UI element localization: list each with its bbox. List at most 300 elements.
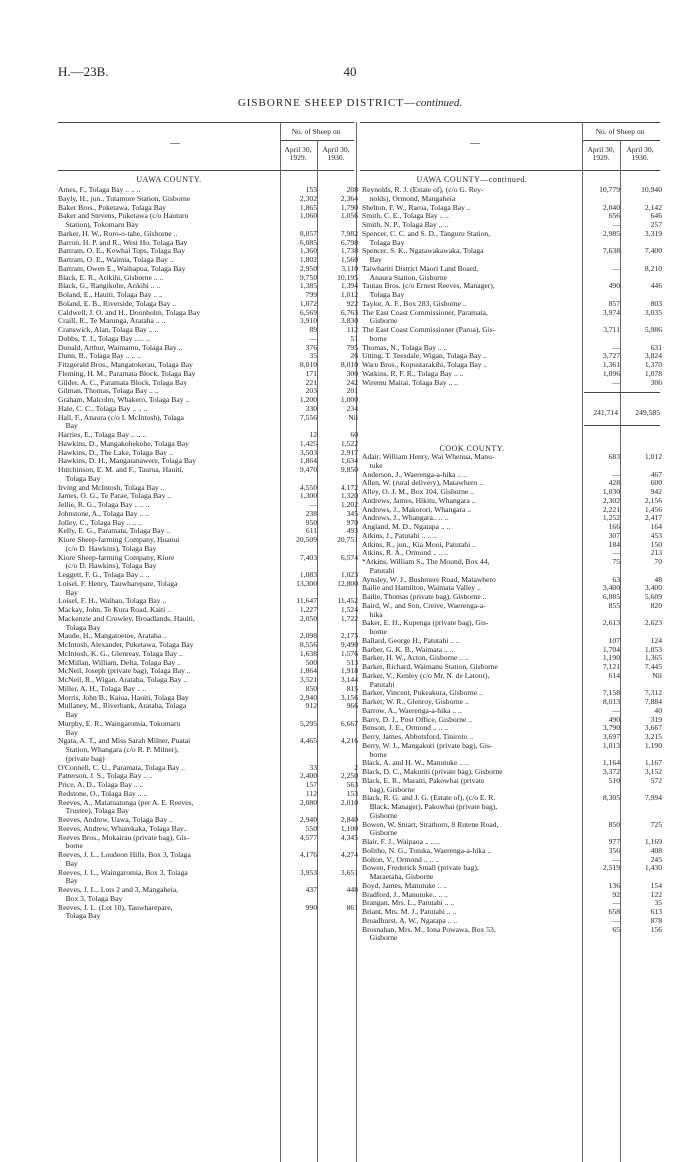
page-number: 40	[343, 64, 357, 79]
sheep-1930-cell: 2,250	[340, 771, 358, 781]
sheep-1929-cell: 611	[305, 526, 317, 536]
owner-cell: Ames, F., Tolaga Bay .. .. ..	[58, 186, 141, 194]
owner-cell: Bartram, O. E., Kowhai Tops, Tolaga Bay	[58, 247, 186, 256]
sheep-1930-cell: 2,623	[644, 618, 662, 628]
sheep-1929-cell: 4,550	[299, 482, 317, 492]
sheep-1930-cell: 1,023	[340, 570, 358, 579]
owner-cell: Irving and McIntosh, Tolaga Bay ..	[58, 483, 165, 492]
sheep-1929-cell: 7,121	[602, 662, 620, 671]
sheep-1929-cell: 65	[612, 924, 620, 934]
table-row	[362, 282, 664, 291]
sheep-1930-cell: 1,918	[340, 666, 358, 676]
sheep-1929-cell: 112	[305, 788, 317, 798]
owner-cell: Price, A. D., Tolaga Bay .. ..	[58, 781, 144, 789]
table-row	[362, 672, 664, 681]
owner-cell: nolds), Ormond, Mangaheia	[362, 194, 456, 203]
owner-cell: Reeves Bros., Mokairau (private bag), Gis-	[58, 833, 190, 842]
sheep-1929-cell: 171	[305, 368, 317, 378]
sheep-1929-cell: 3,697	[602, 732, 620, 741]
owner-cell: Caldwell, J. O. and H., Doonholm, Tolaga Bay	[58, 308, 201, 317]
owner-cell: borne	[362, 750, 387, 759]
owner-cell: Bolitho, N. G., Tutuka, Waerenga-a-hika ..	[362, 846, 492, 855]
owner-cell: Reynolds, R. J. (Estate of), (c/o G. Rey-	[362, 186, 484, 194]
sheep-1929-cell: 75	[612, 557, 620, 566]
sheep-1930-cell: 7,312	[644, 688, 662, 698]
owner-cell: Spencer, S. K., Ngatawakawaka, Tolaga	[362, 247, 484, 256]
sheep-1930-cell: 1,522	[340, 438, 358, 448]
sheep-1929-cell: 9,470	[299, 465, 317, 474]
table-row	[362, 265, 664, 274]
sheep-1930-cell: 408	[650, 845, 662, 855]
right-table-cook	[362, 453, 664, 943]
table-row	[58, 720, 360, 729]
sheep-1930-cell: 1,167	[644, 758, 662, 768]
owner-cell: Bay	[362, 256, 382, 264]
sheep-1929-cell: 3,400	[602, 583, 620, 593]
owner-cell: Shelton, F. W., Raroa, Tolaga Bay ..	[362, 203, 471, 212]
sheep-1929-cell: 157	[305, 780, 317, 789]
table-row	[362, 803, 664, 812]
sheep-1929-cell: 13,300	[296, 578, 317, 588]
sheep-1930-cell: Nil	[348, 412, 358, 422]
sheep-1930-cell: 208	[346, 185, 358, 194]
sheep-1930-cell: 4,172	[340, 482, 358, 492]
sheep-1930-cell: 201	[346, 386, 358, 396]
sheep-1930-cell: 3,651	[340, 867, 358, 877]
table-row	[362, 230, 664, 239]
sheep-1929-cell: 1,865	[299, 202, 317, 212]
sheep-1930-cell: 213	[650, 548, 662, 558]
owner-cell: Maraetaha, Gisborne	[362, 873, 434, 881]
owner-cell: Andrews, J., Whangara.. .. ..	[362, 514, 449, 523]
owner-cell: Bayly, H., jun., Tutamore Station, Gisborne	[58, 194, 191, 203]
table-row	[58, 912, 360, 921]
sheep-1930-cell: 7,445	[644, 662, 662, 671]
owner-cell: Baker Bros., Puketawa, Tolaga Bay	[58, 203, 166, 212]
sheep-1930-cell: 922	[346, 298, 358, 308]
sheep-1929-cell: 2,519	[602, 863, 620, 873]
sheep-1930-cell: 4,274	[340, 850, 358, 859]
sheep-1930-cell: 1,456	[644, 504, 662, 514]
sheep-1930-cell: 970	[346, 517, 358, 527]
owner-cell: Barker, H. W., Acton, Gisborne .. ..	[362, 654, 469, 663]
sheep-1929-cell: 912	[305, 701, 317, 711]
sheep-1930-cell: 453	[650, 530, 662, 540]
owner-cell: (c/o D. Hawkins), Tolaga Bay	[58, 562, 157, 571]
table-row	[58, 580, 360, 589]
sheep-1930-cell: 448	[346, 885, 358, 894]
sheep-1930-cell: 40	[654, 705, 662, 715]
owner-cell: Bartram, Owen E., Waihapua, Tolaga Bay	[58, 264, 186, 273]
owner-cell: Dobbs, T. J., Tolaga Bay .. .. ..	[58, 334, 150, 343]
owner-cell: Brangan, Mrs. L., Patutahi .. ..	[362, 899, 455, 908]
uawa-total-row	[362, 409, 662, 418]
owner-cell: McMillan, William, Delta, Tolaga Bay ..	[58, 658, 181, 667]
owner-cell: Mackay, John, Te Kura Road, Kaiti ..	[58, 606, 171, 614]
sheep-1929-cell: 1,030	[602, 487, 620, 496]
table-row	[58, 212, 360, 221]
sheep-1929-cell: 376	[305, 342, 317, 352]
uawa-county-continued-heading: UAWA COUNTY—continued.	[416, 175, 528, 184]
sheep-1929-cell: 153	[305, 185, 317, 194]
sheep-1930-cell: 2,364	[340, 193, 358, 203]
sheep-1929-cell: 12	[309, 430, 317, 439]
owner-cell: Taylor, A. F., Box 283, Gisborne ..	[362, 299, 467, 308]
sheep-1930-cell: 1,202	[340, 500, 358, 509]
table-row	[58, 886, 360, 895]
table-row	[58, 536, 360, 545]
sheep-1930-cell: 4,345	[340, 832, 358, 842]
owner-cell: McIntosh, Alexander, Puketawa, Tolaga Bay	[58, 641, 194, 649]
sheep-1930-cell	[319, 912, 360, 921]
owner-cell: Blair, F. J., Waipaoa .. .. ..	[362, 838, 441, 846]
table-row	[58, 834, 360, 843]
sheep-1930-cell: 1,722	[340, 613, 358, 623]
owner-cell: Tolaga Bay	[58, 912, 101, 921]
owner-cell: Ngata, A. T., and Miss Sarah Milner, Puatai	[58, 737, 191, 746]
owner-cell: Barker, V., Kenley (c/o Mr. N. de Latour),	[362, 671, 490, 680]
sheep-header-left: No. of Sheep on	[291, 127, 341, 136]
report-reference: H.—23B.	[58, 64, 109, 79]
owner-cell: Alley, O. J. M., Box 104, Gisborne ..	[362, 488, 474, 496]
sheep-1929-cell: 658	[608, 907, 620, 916]
owner-cell: Berry, James, Abbotsford, Tiniroto ..	[362, 733, 474, 741]
sheep-1929-cell: 2,940	[299, 692, 317, 702]
sheep-1930-cell: 60	[350, 430, 358, 439]
header-rule-left	[58, 170, 354, 171]
total-1929: 241,714	[593, 408, 618, 417]
sheep-1930-cell	[319, 746, 360, 755]
sheep-1929-cell: 1,864	[299, 666, 317, 676]
owner-cell: Craill, R., Te Marunga, Arataha .. ..	[58, 317, 166, 326]
sheep-1929-cell: 1,704	[602, 644, 620, 654]
sheep-1929-cell	[582, 803, 622, 812]
sheep-1930-cell: 1,394	[340, 281, 358, 291]
owner-cell: Watkins, R. F. R., Tolaga Bay .. ..	[362, 369, 464, 378]
sheep-1929-cell: 990	[305, 902, 317, 912]
top-rule-right	[360, 122, 660, 123]
sheep-1930-cell: 613	[650, 907, 662, 916]
uawa-county-heading: UAWA COUNTY.	[136, 175, 202, 184]
sheep-1929-cell: 107	[608, 635, 620, 645]
sheep-1930-cell: 4,216	[340, 736, 358, 746]
owner-cell: Trustee), Tolaga Bay	[58, 807, 129, 816]
sheep-1930-cell: 3,400	[644, 583, 662, 593]
sheep-1929-cell: 2,098	[299, 631, 317, 641]
sheep-1929-cell: —	[612, 915, 620, 925]
table-row	[58, 799, 360, 808]
sheep-1929-cell: 356	[608, 845, 620, 855]
sheep-1930-cell: 1,000	[340, 395, 358, 404]
sheep-1930-cell: 1,365	[644, 653, 662, 663]
owner-cell: Waru Bros., Kopustarakihi, Tolaga Bay ..	[362, 361, 488, 369]
owner-cell: James, O. G., Te Parae, Tolaga Bay ..	[58, 492, 171, 501]
sheep-1929-cell: 2,050	[299, 613, 317, 623]
sheep-1930-cell: 1,012	[340, 290, 358, 299]
owner-cell: Hall, F., Anaura (c/o I. McIntosh), Tolaga	[58, 413, 184, 422]
owner-cell: Brosnahan, Mrs. M., Iona Powawa, Box 53,	[362, 925, 496, 934]
owner-cell: Gisborne	[362, 317, 398, 326]
sheep-1930-cell: 345	[346, 508, 358, 518]
owner-cell: Donald, Arthur, Waimamu, Tolaga Bay ..	[58, 343, 183, 352]
owner-cell: Ballard, George H., Patutahi .. ..	[362, 636, 460, 645]
sheep-1930-cell: 122	[650, 889, 662, 899]
owner-cell: Dunn, B., Tolaga Bay .. .. ..	[58, 352, 142, 361]
owner-cell: Fitzgerald Bros., Mangatokerau, Tolaga Bay	[58, 361, 193, 369]
sheep-1930-cell: 7,982	[340, 228, 358, 238]
sheep-1930-cell: 2	[354, 762, 358, 772]
owner-cell: Bay	[58, 859, 78, 868]
sheep-1929-cell: 3,790	[602, 723, 620, 733]
sheep-1929-cell: 2,040	[602, 202, 620, 212]
sheep-1930-cell	[622, 803, 664, 812]
name-column-dash-right: —	[470, 138, 480, 149]
sheep-1929-cell: 7,158	[602, 688, 620, 698]
owner-cell: Spencer, C. C. and S. D., Tanguru Station,	[362, 229, 491, 238]
sheep-1930-cell: 631	[650, 342, 662, 352]
owner-cell: The East Coast Commissioner, Paramata,	[362, 308, 488, 317]
left-table	[58, 186, 360, 921]
sheep-header-right: No. of Sheep on	[595, 127, 645, 136]
sheep-1930-cell: 1,853	[644, 644, 662, 654]
sheep-1930-cell: 9,850	[340, 465, 358, 474]
sheep-1929-cell: —	[309, 333, 317, 343]
sheep-1929-cell: 490	[608, 281, 620, 291]
sheep-1929-cell: 683	[608, 452, 620, 461]
sheep-1929-cell: 4,577	[299, 832, 317, 842]
owner-cell: Leggett, F. G., Tolaga Bay .. ..	[58, 571, 150, 579]
title-text: GISBORNE SHEEP DISTRICT—	[237, 97, 417, 109]
sheep-1929-cell: 1,360	[299, 246, 317, 256]
sheep-1929-cell: 1,300	[299, 491, 317, 501]
owner-cell: Maude, H., Mangatoetoe, Arataha ..	[58, 632, 167, 641]
subheader-rule-right	[582, 140, 660, 141]
sheep-1930-cell: 942	[650, 487, 662, 496]
sheep-1930-cell: 572	[650, 775, 662, 785]
owner-cell: Benson, J. E., Ormond .. .. ..	[362, 724, 449, 733]
sheep-1930-cell: 12,800	[337, 578, 358, 588]
sheep-1930-cell: 2,840	[340, 815, 358, 824]
owner-cell: Patterson, J. S., Tolaga Bay .. ..	[58, 772, 153, 781]
sheep-1929-cell: 550	[305, 823, 317, 833]
owner-cell: Barrow, A., Waerenga-a-hika .. ..	[362, 706, 462, 715]
owner-cell: Aynsley, W. J., Bushmere Road, Matawhero	[362, 575, 496, 584]
table-row	[58, 414, 360, 423]
sheep-1930-cell: 1,100	[340, 823, 358, 833]
sheep-1930-cell: 5,609	[644, 592, 662, 601]
owner-cell: Reeves, J. L., Waingaromia, Box 3, Tolaga	[58, 868, 188, 877]
right-table-uawa	[362, 186, 664, 387]
sheep-1929-cell: 950	[305, 517, 317, 527]
sheep-1929-cell: 2,613	[602, 618, 620, 628]
total-1930: 249,585	[635, 408, 660, 417]
sheep-1929-cell: 8,010	[299, 360, 317, 369]
sheep-1929-cell: 2,302	[602, 495, 620, 505]
sheep-1929-cell: 799	[305, 290, 317, 299]
sheep-1930-cell: 1,790	[340, 202, 358, 212]
owner-cell: Barker, W. R., Glenroy, Gisborne ..	[362, 698, 469, 706]
sheep-1929-cell: 7,403	[299, 552, 317, 562]
sheep-1930-cell: 35	[654, 898, 662, 908]
sheep-1929-cell: 8,057	[299, 228, 317, 238]
table-row	[58, 615, 360, 624]
sheep-1929-cell: 6,569	[299, 307, 317, 317]
sheep-1929-cell: 656	[608, 211, 620, 221]
table-row	[362, 926, 664, 935]
owner-cell: Black, E. R., Arikihi, Gisborne .. ..	[58, 273, 164, 282]
sheep-1929-cell: 238	[305, 508, 317, 518]
sheep-1929-cell: 1,638	[299, 648, 317, 658]
sheep-1930-cell: 300	[346, 368, 358, 378]
sheep-1930-cell: 1,078	[644, 368, 662, 378]
owner-cell: Black, Manager), Pakowhai (private bag),	[362, 803, 498, 811]
owner-cell: Loisel, F. Henry, Tauwharepare, Tolaga	[58, 579, 178, 588]
sheep-1929-cell: 89	[309, 325, 317, 334]
sheep-1929-cell: 510	[608, 775, 620, 785]
sheep-1929-cell: —	[612, 548, 620, 558]
table-row	[362, 777, 664, 786]
sheep-1930-cell: 8,010	[340, 360, 358, 369]
sheep-1930-cell: 6,574	[340, 552, 358, 562]
sheep-1929-cell: 3,503	[299, 447, 317, 457]
sheep-1929-cell: 4,176	[299, 850, 317, 859]
owner-cell: Atkins, R. A., Ormond .. .. ..	[362, 549, 449, 558]
owner-cell: Murphy, E. R., Waingaromia, Tokomaru	[58, 719, 181, 728]
owner-cell: Wiremu Maitai, Tolaga Bay .. ..	[362, 378, 459, 387]
sheep-1929-cell: 3,727	[602, 351, 620, 361]
owner-cell: Jolley, C., Tolaga Bay .. .. ..	[58, 518, 142, 527]
sheep-1929-cell: 437	[305, 885, 317, 894]
owner-cell: McIntosh, K. G., Glenreay, Tolaga Bay ..	[58, 649, 183, 658]
owner-cell: Barry, D. J., Post Office, Gisborne ..	[362, 715, 473, 724]
table-row	[362, 619, 664, 628]
sheep-1930-cell: 1,169	[644, 837, 662, 846]
table-row	[362, 558, 664, 567]
sheep-1929-cell: —	[612, 705, 620, 715]
sheep-1929-cell: 3,953	[299, 867, 317, 877]
owner-cell: Berry, W. J., Mangakuri (private bag), Gis-	[362, 741, 493, 750]
sheep-1930-cell: 3,319	[644, 228, 662, 238]
owner-cell: McNeil, R., Wigan, Arataha, Tolaga Bay ..	[58, 676, 187, 684]
sheep-1930-cell: 150	[650, 539, 662, 549]
owner-cell: McNeil, Joseph (private bag), Tolaga Bay ..	[58, 667, 191, 676]
sheep-1929-cell: —	[612, 898, 620, 908]
sheep-1929-cell: 500	[305, 657, 317, 667]
sheep-1930-cell: 600	[650, 478, 662, 488]
owner-cell: Reeves, Andrew, Wharekaka, Tolaga Bay..	[58, 824, 188, 833]
owner-cell: bag), Gisborne	[362, 785, 415, 794]
owner-cell: Bolton, V., Ormond .. .. ..	[362, 855, 439, 864]
owner-cell: Hale, C. C., Tolaga Bay .. .. ..	[58, 404, 148, 413]
owner-cell: Kiore Sheep-farming Company, Kiore	[58, 553, 175, 562]
sheep-1929-cell: 330	[305, 403, 317, 413]
sheep-1929-cell: 3,711	[603, 325, 620, 334]
owner-cell: Reeves, Andrew, Uawa, Tolaga Bay ..	[58, 816, 173, 824]
sheep-1930-cell: 9,490	[340, 640, 358, 649]
table-row	[362, 794, 664, 803]
sheep-1930-cell: 10,940	[641, 185, 662, 194]
sheep-1930-cell: 156	[650, 924, 662, 934]
sheep-1930-cell: 2,175	[340, 631, 358, 641]
sheep-1929-cell: 7,556	[299, 412, 317, 422]
owner-cell: Bowen, Frederick Small (private bag),	[362, 864, 479, 873]
sheep-1929-cell: —	[612, 342, 620, 352]
sheep-1929-cell: 2,080	[299, 797, 317, 807]
cook-county-heading: COOK COUNTY.	[439, 444, 505, 453]
table-row	[362, 821, 664, 830]
table-row	[362, 602, 664, 611]
sheep-1930-cell: 493	[346, 526, 358, 536]
owner-cell: Gisborne	[362, 829, 398, 838]
sheep-1929-cell: 850	[608, 819, 620, 829]
owner-cell: Reeves, J. L., Loudeon Hills, Box 3, Tolaga	[58, 851, 191, 859]
sheep-1930-cell: 7,994	[644, 793, 662, 803]
owner-cell: Allen, W. (rural delivery), Matawhero ..	[362, 479, 484, 488]
col-1929-right: April 30, 1929.	[587, 145, 615, 162]
owner-cell: Hawkins, D. H., Mangatanawere, Tolaga Bay	[58, 457, 197, 466]
owner-cell: Angland, M. D., Ngatapa .. ..	[362, 523, 451, 531]
sheep-1930-cell: 1,012	[644, 452, 662, 461]
owner-cell: Morris, John B., Kaiua, Hauiti, Tolaga Bay	[58, 693, 189, 702]
sheep-1930-cell: 725	[650, 819, 662, 829]
owner-cell: tuke	[362, 461, 383, 470]
sheep-1930-cell: 1,738	[340, 246, 358, 256]
sheep-1929-cell: 1,060	[299, 211, 317, 221]
table-row	[58, 702, 360, 711]
owner-cell: Redstone, O., Tolaga Bay .. ..	[58, 789, 148, 798]
owner-cell: Smith, N. P., Tolaga Bay .. ..	[362, 221, 449, 229]
sheep-1930-cell: 6,667	[340, 718, 358, 728]
sheep-1929-cell: 1,072	[299, 298, 317, 308]
sheep-1930-cell: 20,751	[337, 535, 358, 544]
sheep-1929-cell: 8,556	[299, 640, 317, 649]
owner-cell: Atkins, J., Patutahi .. .. ..	[362, 531, 437, 540]
owner-cell: Patutahi	[362, 680, 395, 689]
sheep-1930-cell	[622, 934, 664, 943]
owner-cell: Gisborne	[362, 934, 398, 943]
sheep-1929-cell: 850	[305, 683, 317, 693]
sheep-1929-cell: 428	[608, 478, 620, 488]
sheep-1929-cell: 63	[612, 574, 620, 584]
col-1929-left: April 30, 1929.	[284, 145, 312, 162]
owner-cell: borne	[58, 842, 83, 851]
sheep-1929-cell: 8,305	[602, 793, 620, 803]
table-row	[362, 864, 664, 873]
owner-cell: Taiwhariti District Maori Land Board,	[362, 264, 479, 273]
page-title	[0, 97, 700, 109]
owner-cell: Station), Tokomaru Bay	[58, 221, 139, 229]
sheep-1930-cell: 820	[650, 600, 662, 610]
sheep-1929-cell: 33	[309, 762, 317, 772]
sheep-1930-cell: 1,560	[340, 255, 358, 264]
owner-cell: Thomas, N., Tolaga Bay .. ..	[362, 343, 448, 352]
sheep-1929-cell: 3,974	[602, 307, 620, 317]
sheep-1929-cell: 1,190	[602, 653, 620, 663]
table-row	[362, 326, 664, 335]
owner-cell: Boyd, James, Manutuke .. ..	[362, 881, 447, 890]
sheep-1930-cell: 3,110	[341, 263, 358, 273]
sheep-1930-cell: 242	[346, 377, 358, 387]
owner-cell: Station, Whangara (c/o R. P. Milner),	[58, 746, 179, 754]
sheep-1930-cell: 3,156	[340, 692, 358, 702]
sheep-1930-cell: 124	[650, 635, 662, 645]
sheep-1930-cell: 7,884	[644, 697, 662, 706]
owner-cell: borne	[362, 628, 387, 636]
table-row	[58, 737, 360, 746]
sheep-1929-cell: 10,779	[599, 185, 620, 194]
sheep-1930-cell: 563	[346, 780, 358, 789]
sheep-1930-cell: 3,667	[644, 723, 662, 733]
